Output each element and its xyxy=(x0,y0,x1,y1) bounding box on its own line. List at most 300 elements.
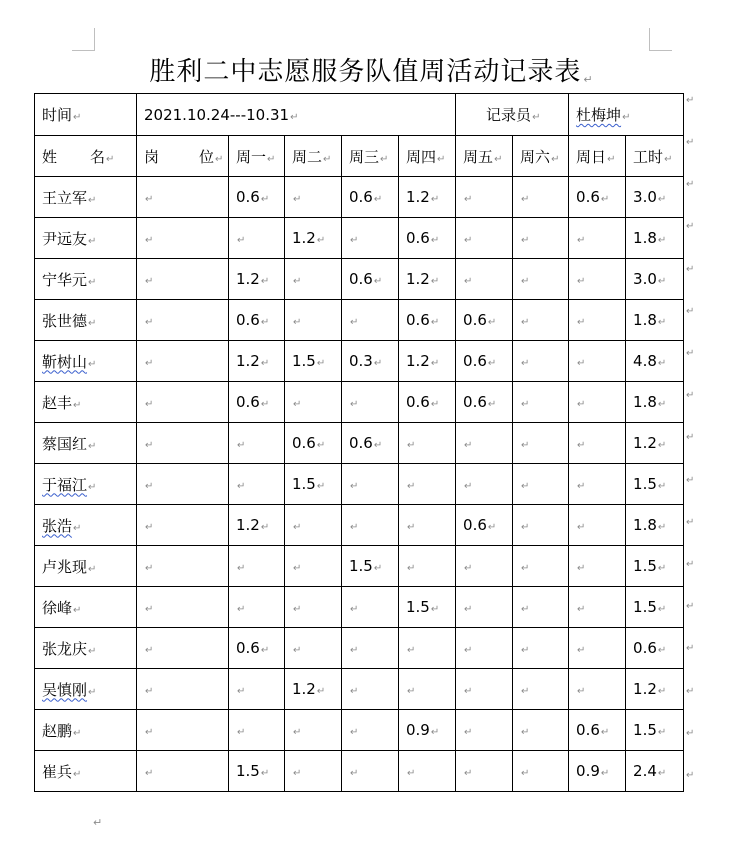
cell-sun[interactable] xyxy=(569,669,626,710)
cell-mark-icon: ↵ xyxy=(145,563,154,574)
cell-fri[interactable] xyxy=(456,628,513,669)
cell-fri[interactable] xyxy=(456,710,513,751)
cell-name[interactable]: 张世德↵ xyxy=(35,300,137,341)
table-row xyxy=(35,669,684,710)
cell-mark-icon: ↵ xyxy=(430,358,440,369)
cell-mark-icon: ↵ xyxy=(260,317,270,328)
row-end-mark-icon: ↵ xyxy=(686,348,695,359)
cell-wed[interactable] xyxy=(342,751,399,792)
col-header-post[interactable]: 岗 位↵ xyxy=(137,136,229,177)
cell-tue[interactable] xyxy=(285,177,342,218)
cell-mark-icon: ↵ xyxy=(88,481,97,493)
cell-sat[interactable] xyxy=(513,382,569,423)
cell-hours[interactable]: 1.2↵ xyxy=(626,669,684,710)
row-end-mark-icon: ↵ xyxy=(686,516,695,528)
cell-mark-icon: ↵ xyxy=(464,481,473,492)
cell-mark-icon: ↵ xyxy=(622,112,631,123)
cell-sat[interactable] xyxy=(513,300,569,341)
col-header-wed[interactable]: 周三↵ xyxy=(342,136,399,177)
cell-mark-icon: ↵ xyxy=(430,276,440,287)
cell-sun[interactable]: 0.6↵ xyxy=(569,177,626,218)
table-row xyxy=(35,546,684,587)
cell-mark-icon: ↵ xyxy=(464,194,473,205)
cell-mark-icon: ↵ xyxy=(293,522,302,533)
cell-wed[interactable]: 0.6↵ xyxy=(342,423,399,464)
cell-mark-icon: ↵ xyxy=(430,194,440,205)
cell-wed[interactable] xyxy=(342,505,399,546)
cell-mark-icon: ↵ xyxy=(145,604,154,615)
table-row xyxy=(35,177,684,218)
cell-thu[interactable] xyxy=(399,464,456,505)
cell-mark-icon: ↵ xyxy=(237,727,246,738)
cell-mark-icon: ↵ xyxy=(430,399,440,410)
cell-fri[interactable] xyxy=(456,259,513,300)
row-end-mark-icon: ↵ xyxy=(686,601,695,613)
cell-hours[interactable]: 1.5↵ xyxy=(626,710,684,751)
title-text: 胜利二中志愿服务队值周活动记录表 xyxy=(149,57,582,87)
cell-wed[interactable] xyxy=(342,669,399,710)
cell-thu[interactable] xyxy=(399,505,456,546)
cell-sun[interactable]: 0.9↵ xyxy=(569,751,626,792)
cell-sat[interactable] xyxy=(513,587,569,628)
document-title[interactable] xyxy=(0,56,743,96)
cell-mark-icon: ↵ xyxy=(577,399,586,410)
cell-mark-icon: ↵ xyxy=(521,563,530,574)
cell-post[interactable] xyxy=(137,669,229,710)
cell-mark-icon: ↵ xyxy=(464,563,473,574)
cell-name[interactable]: 于福江↵ xyxy=(35,464,137,505)
cell-fri[interactable]: 0.6↵ xyxy=(456,382,513,423)
cell-mark-icon: ↵ xyxy=(267,153,276,165)
cell-sun[interactable] xyxy=(569,300,626,341)
cell-post[interactable] xyxy=(137,546,229,587)
cell-sun[interactable]: 0.6↵ xyxy=(569,710,626,751)
cell-mark-icon: ↵ xyxy=(657,235,667,246)
cell-mark-icon: ↵ xyxy=(373,276,383,287)
col-header-mon[interactable]: 周一↵ xyxy=(229,136,285,177)
cell-sun[interactable] xyxy=(569,464,626,505)
cell-mark-icon: ↵ xyxy=(316,358,326,369)
cell-fri[interactable] xyxy=(456,751,513,792)
cell-post[interactable] xyxy=(137,710,229,751)
cell-mark-icon: ↵ xyxy=(407,768,416,779)
cell-hours[interactable]: 1.8↵ xyxy=(626,505,684,546)
cell-sun[interactable] xyxy=(569,628,626,669)
cell-mark-icon: ↵ xyxy=(293,768,302,779)
cell-mark-icon: ↵ xyxy=(350,399,359,410)
cell-hours[interactable]: 1.5↵ xyxy=(626,546,684,587)
cell-mon[interactable]: 1.5↵ xyxy=(229,751,285,792)
cell-mark-icon: ↵ xyxy=(293,194,302,205)
cell-mark-icon: ↵ xyxy=(293,604,302,615)
cell-wed[interactable]: 0.6↵ xyxy=(342,177,399,218)
table-row xyxy=(35,300,684,341)
table-row xyxy=(35,259,684,300)
cell-tue[interactable]: 1.5↵ xyxy=(285,341,342,382)
activity-record-table xyxy=(34,93,684,792)
cell-mon[interactable] xyxy=(229,423,285,464)
cell-fri[interactable]: 0.6↵ xyxy=(456,341,513,382)
col-header-name[interactable]: 姓 名↵ xyxy=(35,136,137,177)
cell-mark-icon: ↵ xyxy=(73,399,82,411)
cell-sat[interactable] xyxy=(513,751,569,792)
cell-mon[interactable] xyxy=(229,669,285,710)
cell-thu[interactable]: 0.6↵ xyxy=(399,218,456,259)
cell-mark-icon: ↵ xyxy=(316,235,326,246)
cell-post[interactable] xyxy=(137,300,229,341)
row-end-mark-icon: ↵ xyxy=(686,95,695,106)
cell-fri[interactable] xyxy=(456,218,513,259)
cell-name[interactable]: 徐峰↵ xyxy=(35,587,137,628)
cell-mon[interactable]: 0.6↵ xyxy=(229,382,285,423)
cell-fri[interactable] xyxy=(456,423,513,464)
cell-sun[interactable] xyxy=(569,505,626,546)
cell-mark-icon: ↵ xyxy=(145,440,154,451)
cell-sat[interactable] xyxy=(513,546,569,587)
cell-mark-icon: ↵ xyxy=(430,235,440,246)
cell-tue[interactable]: 0.6↵ xyxy=(285,423,342,464)
cell-post[interactable] xyxy=(137,341,229,382)
row-end-mark-icon: ↵ xyxy=(686,770,695,781)
cell-name[interactable]: 张浩↵ xyxy=(35,505,137,546)
cell-mark-icon: ↵ xyxy=(350,686,359,697)
row-end-mark-icon: ↵ xyxy=(686,559,695,570)
document-end-mark-icon: ↵ xyxy=(93,816,103,829)
table-row xyxy=(35,751,684,792)
cell-hours[interactable]: 1.2↵ xyxy=(626,423,684,464)
cell-mark-icon: ↵ xyxy=(407,645,416,656)
cell-mark-icon: ↵ xyxy=(88,235,97,247)
cell-mon[interactable] xyxy=(229,587,285,628)
cell-tue[interactable] xyxy=(285,751,342,792)
cell-mark-icon: ↵ xyxy=(350,522,359,533)
cell-mon[interactable] xyxy=(229,546,285,587)
cell-mark-icon: ↵ xyxy=(145,317,154,328)
cell-wed[interactable]: 0.3↵ xyxy=(342,341,399,382)
cell-hours[interactable]: 1.5↵ xyxy=(626,587,684,628)
cell-mark-icon: ↵ xyxy=(521,276,530,287)
cell-mark-icon: ↵ xyxy=(657,194,667,205)
cell-mark-icon: ↵ xyxy=(145,194,154,205)
cell-thu[interactable]: 0.9↵ xyxy=(399,710,456,751)
cell-wed[interactable] xyxy=(342,464,399,505)
cell-post[interactable] xyxy=(137,587,229,628)
cell-name[interactable]: 尹远友↵ xyxy=(35,218,137,259)
cell-thu[interactable]: 0.6↵ xyxy=(399,300,456,341)
cell-mark-icon: ↵ xyxy=(237,686,246,697)
cell-mark-icon: ↵ xyxy=(145,522,154,533)
cell-mark-icon: ↵ xyxy=(532,112,541,123)
cell-tue[interactable] xyxy=(285,628,342,669)
cell-mark-icon: ↵ xyxy=(607,153,616,165)
cell-sun[interactable] xyxy=(569,423,626,464)
time-value-cell[interactable]: 2021.10.24---10.31↵ xyxy=(137,94,456,136)
cell-sun[interactable] xyxy=(569,259,626,300)
cell-fri[interactable] xyxy=(456,177,513,218)
cell-mon[interactable]: 0.6↵ xyxy=(229,628,285,669)
row-end-mark-icon: ↵ xyxy=(686,263,695,275)
cell-mark-icon: ↵ xyxy=(350,317,359,328)
cell-mark-icon: ↵ xyxy=(657,563,667,574)
cell-thu[interactable]: 1.2↵ xyxy=(399,259,456,300)
cell-thu[interactable]: 1.5↵ xyxy=(399,587,456,628)
cell-mark-icon: ↵ xyxy=(487,522,497,533)
cell-mark-icon: ↵ xyxy=(88,358,97,370)
cell-mark-icon: ↵ xyxy=(521,358,530,369)
row-end-mark-icon: ↵ xyxy=(686,685,695,697)
cell-mark-icon: ↵ xyxy=(430,727,440,738)
cell-name[interactable]: 吴慎刚↵ xyxy=(35,669,137,710)
table-row xyxy=(35,710,684,751)
cell-wed[interactable] xyxy=(342,628,399,669)
cell-mon[interactable]: 0.6↵ xyxy=(229,177,285,218)
cell-tue[interactable] xyxy=(285,710,342,751)
cell-mark-icon: ↵ xyxy=(260,399,270,410)
cell-tue[interactable] xyxy=(285,259,342,300)
cell-wed[interactable]: 1.5↵ xyxy=(342,546,399,587)
cell-mark-icon: ↵ xyxy=(521,522,530,533)
cell-name[interactable]: 靳树山↵ xyxy=(35,341,137,382)
cell-fri[interactable] xyxy=(456,464,513,505)
cell-post[interactable] xyxy=(137,177,229,218)
cell-post[interactable] xyxy=(137,505,229,546)
cell-mark-icon: ↵ xyxy=(237,481,246,492)
cell-name[interactable]: 卢兆现↵ xyxy=(35,546,137,587)
row-end-mark-icon: ↵ xyxy=(686,643,695,655)
cell-wed[interactable] xyxy=(342,382,399,423)
cell-sat[interactable] xyxy=(513,423,569,464)
cell-mark-icon: ↵ xyxy=(237,235,246,246)
cell-thu[interactable] xyxy=(399,669,456,710)
recorder-label-cell[interactable]: 记录员↵ xyxy=(456,94,569,136)
cell-sat[interactable] xyxy=(513,259,569,300)
cell-mark-icon: ↵ xyxy=(657,604,667,615)
cell-mon[interactable] xyxy=(229,218,285,259)
cell-mark-icon: ↵ xyxy=(145,358,154,369)
cell-name[interactable]: 蔡国红↵ xyxy=(35,423,137,464)
cell-mark-icon: ↵ xyxy=(407,686,416,697)
cell-mark-icon: ↵ xyxy=(350,727,359,738)
cell-mark-icon: ↵ xyxy=(577,604,586,615)
cell-fri[interactable] xyxy=(456,587,513,628)
cell-sun[interactable] xyxy=(569,546,626,587)
cell-mark-icon: ↵ xyxy=(373,194,383,205)
cell-mark-icon: ↵ xyxy=(577,563,586,574)
cell-thu[interactable]: 1.2↵ xyxy=(399,177,456,218)
time-label-cell[interactable]: 时间↵ xyxy=(35,94,137,136)
cell-tue[interactable] xyxy=(285,300,342,341)
cell-tue[interactable] xyxy=(285,382,342,423)
cell-mark-icon: ↵ xyxy=(487,317,497,328)
cell-mon[interactable]: 1.2↵ xyxy=(229,341,285,382)
col-header-fri[interactable]: 周五↵ xyxy=(456,136,513,177)
cell-mark-icon: ↵ xyxy=(464,645,473,656)
cell-name[interactable]: 宁华元↵ xyxy=(35,259,137,300)
cell-name[interactable]: 赵丰↵ xyxy=(35,382,137,423)
cell-mark-icon: ↵ xyxy=(521,481,530,492)
cell-mark-icon: ↵ xyxy=(657,768,667,779)
cell-name[interactable]: 张龙庆↵ xyxy=(35,628,137,669)
cell-mark-icon: ↵ xyxy=(521,317,530,328)
cell-mark-icon: ↵ xyxy=(88,317,97,329)
cell-mark-icon: ↵ xyxy=(577,317,586,328)
cell-hours[interactable]: 3.0↵ xyxy=(626,177,684,218)
cell-sat[interactable] xyxy=(513,464,569,505)
cell-fri[interactable] xyxy=(456,669,513,710)
cell-thu[interactable]: 0.6↵ xyxy=(399,382,456,423)
row-end-mark-icon: ↵ xyxy=(686,432,695,444)
cell-mark-icon: ↵ xyxy=(521,235,530,246)
cell-thu[interactable] xyxy=(399,628,456,669)
cell-mark-icon: ↵ xyxy=(88,563,97,575)
row-end-mark-icon: ↵ xyxy=(686,221,695,233)
cell-name[interactable]: 赵鹏↵ xyxy=(35,710,137,751)
header-row-columns xyxy=(35,136,684,177)
cell-post[interactable] xyxy=(137,628,229,669)
cell-mon[interactable] xyxy=(229,710,285,751)
cell-mark-icon: ↵ xyxy=(145,235,154,246)
cell-fri[interactable] xyxy=(456,546,513,587)
cell-mark-icon: ↵ xyxy=(88,440,97,452)
cell-mark-icon: ↵ xyxy=(73,522,82,534)
cell-mark-icon: ↵ xyxy=(316,440,326,451)
cell-mark-icon: ↵ xyxy=(464,727,473,738)
table-row xyxy=(35,341,684,382)
cell-mark-icon: ↵ xyxy=(260,276,270,287)
cell-mark-icon: ↵ xyxy=(373,563,383,574)
table-row xyxy=(35,464,684,505)
cell-wed[interactable] xyxy=(342,710,399,751)
cell-mark-icon: ↵ xyxy=(521,768,530,779)
cell-mark-icon: ↵ xyxy=(237,440,246,451)
cell-mark-icon: ↵ xyxy=(577,440,586,451)
cell-wed[interactable] xyxy=(342,587,399,628)
cell-mark-icon: ↵ xyxy=(293,563,302,574)
cell-mark-icon: ↵ xyxy=(577,358,586,369)
cell-thu[interactable] xyxy=(399,423,456,464)
cell-hours[interactable]: 0.6↵ xyxy=(626,628,684,669)
cell-mon[interactable]: 0.6↵ xyxy=(229,300,285,341)
cell-mark-icon: ↵ xyxy=(145,727,154,738)
cell-sat[interactable] xyxy=(513,341,569,382)
cell-post[interactable] xyxy=(137,382,229,423)
cell-sat[interactable] xyxy=(513,218,569,259)
cell-mark-icon: ↵ xyxy=(260,768,270,779)
cell-hours[interactable]: 1.8↵ xyxy=(626,382,684,423)
cell-mark-icon: ↵ xyxy=(464,604,473,615)
cell-tue[interactable] xyxy=(285,587,342,628)
cell-hours[interactable]: 1.8↵ xyxy=(626,218,684,259)
cell-fri[interactable]: 0.6↵ xyxy=(456,300,513,341)
cell-mark-icon: ↵ xyxy=(407,563,416,574)
cell-sun[interactable] xyxy=(569,382,626,423)
cell-mark-icon: ↵ xyxy=(657,276,667,287)
cell-post[interactable] xyxy=(137,218,229,259)
cell-mark-icon: ↵ xyxy=(521,604,530,615)
cell-mark-icon: ↵ xyxy=(657,686,667,697)
col-header-sat[interactable]: 周六↵ xyxy=(513,136,569,177)
cell-mark-icon: ↵ xyxy=(88,276,97,288)
table-row xyxy=(35,218,684,259)
col-header-thu[interactable]: 周四↵ xyxy=(399,136,456,177)
cell-tue[interactable] xyxy=(285,546,342,587)
col-header-tue[interactable]: 周二↵ xyxy=(285,136,342,177)
cell-tue[interactable]: 1.2↵ xyxy=(285,669,342,710)
cell-sun[interactable] xyxy=(569,341,626,382)
cell-wed[interactable] xyxy=(342,300,399,341)
cell-wed[interactable] xyxy=(342,218,399,259)
cell-sun[interactable] xyxy=(569,218,626,259)
cell-sat[interactable] xyxy=(513,177,569,218)
cell-mark-icon: ↵ xyxy=(88,645,97,657)
cell-mark-icon: ↵ xyxy=(323,153,332,165)
cell-name[interactable]: 王立军↵ xyxy=(35,177,137,218)
cell-thu[interactable]: 1.2↵ xyxy=(399,341,456,382)
cell-sun[interactable] xyxy=(569,587,626,628)
cell-mark-icon: ↵ xyxy=(145,645,154,656)
cell-mark-icon: ↵ xyxy=(316,481,326,492)
col-header-hours[interactable]: 工时↵ xyxy=(626,136,684,177)
cell-mon[interactable]: 1.2↵ xyxy=(229,259,285,300)
cell-post[interactable] xyxy=(137,464,229,505)
cell-thu[interactable] xyxy=(399,546,456,587)
cell-mark-icon: ↵ xyxy=(657,522,667,533)
cell-hours[interactable]: 4.8↵ xyxy=(626,341,684,382)
cell-hours[interactable]: 2.4↵ xyxy=(626,751,684,792)
cell-hours[interactable]: 1.8↵ xyxy=(626,300,684,341)
cell-tue[interactable]: 1.5↵ xyxy=(285,464,342,505)
row-end-mark-icon: ↵ xyxy=(686,137,695,148)
col-header-sun[interactable]: 周日↵ xyxy=(569,136,626,177)
cell-fri[interactable]: 0.6↵ xyxy=(456,505,513,546)
cell-mon[interactable] xyxy=(229,464,285,505)
cell-mark-icon: ↵ xyxy=(373,440,383,451)
cell-tue[interactable] xyxy=(285,505,342,546)
cell-sat[interactable] xyxy=(513,669,569,710)
cell-mark-icon: ↵ xyxy=(487,358,497,369)
cell-mark-icon: ↵ xyxy=(293,399,302,410)
cell-hours[interactable]: 1.5↵ xyxy=(626,464,684,505)
cell-name[interactable]: 崔兵↵ xyxy=(35,751,137,792)
cell-mark-icon: ↵ xyxy=(657,727,667,738)
cell-mark-icon: ↵ xyxy=(407,440,416,451)
cell-mark-icon: ↵ xyxy=(464,440,473,451)
cell-sat[interactable] xyxy=(513,710,569,751)
cell-mark-icon: ↵ xyxy=(487,399,497,410)
recorder-name-cell[interactable]: 杜梅坤↵ xyxy=(569,94,684,136)
cell-sat[interactable] xyxy=(513,628,569,669)
cell-mark-icon: ↵ xyxy=(657,481,667,492)
cell-mark-icon: ↵ xyxy=(215,153,224,165)
cell-tue[interactable]: 1.2↵ xyxy=(285,218,342,259)
cell-mark-icon: ↵ xyxy=(657,317,667,328)
cell-mark-icon: ↵ xyxy=(293,276,302,287)
cell-wed[interactable]: 0.6↵ xyxy=(342,259,399,300)
cell-mark-icon: ↵ xyxy=(350,604,359,615)
cell-mark-icon: ↵ xyxy=(600,768,610,779)
cell-mark-icon: ↵ xyxy=(73,727,82,739)
cell-hours[interactable]: 3.0↵ xyxy=(626,259,684,300)
cell-sat[interactable] xyxy=(513,505,569,546)
cell-mon[interactable]: 1.2↵ xyxy=(229,505,285,546)
cell-post[interactable] xyxy=(137,423,229,464)
cell-mark-icon: ↵ xyxy=(577,276,586,287)
cell-post[interactable] xyxy=(137,751,229,792)
cell-mark-icon: ↵ xyxy=(350,235,359,246)
cell-thu[interactable] xyxy=(399,751,456,792)
cell-post[interactable] xyxy=(137,259,229,300)
cell-mark-icon: ↵ xyxy=(293,727,302,738)
